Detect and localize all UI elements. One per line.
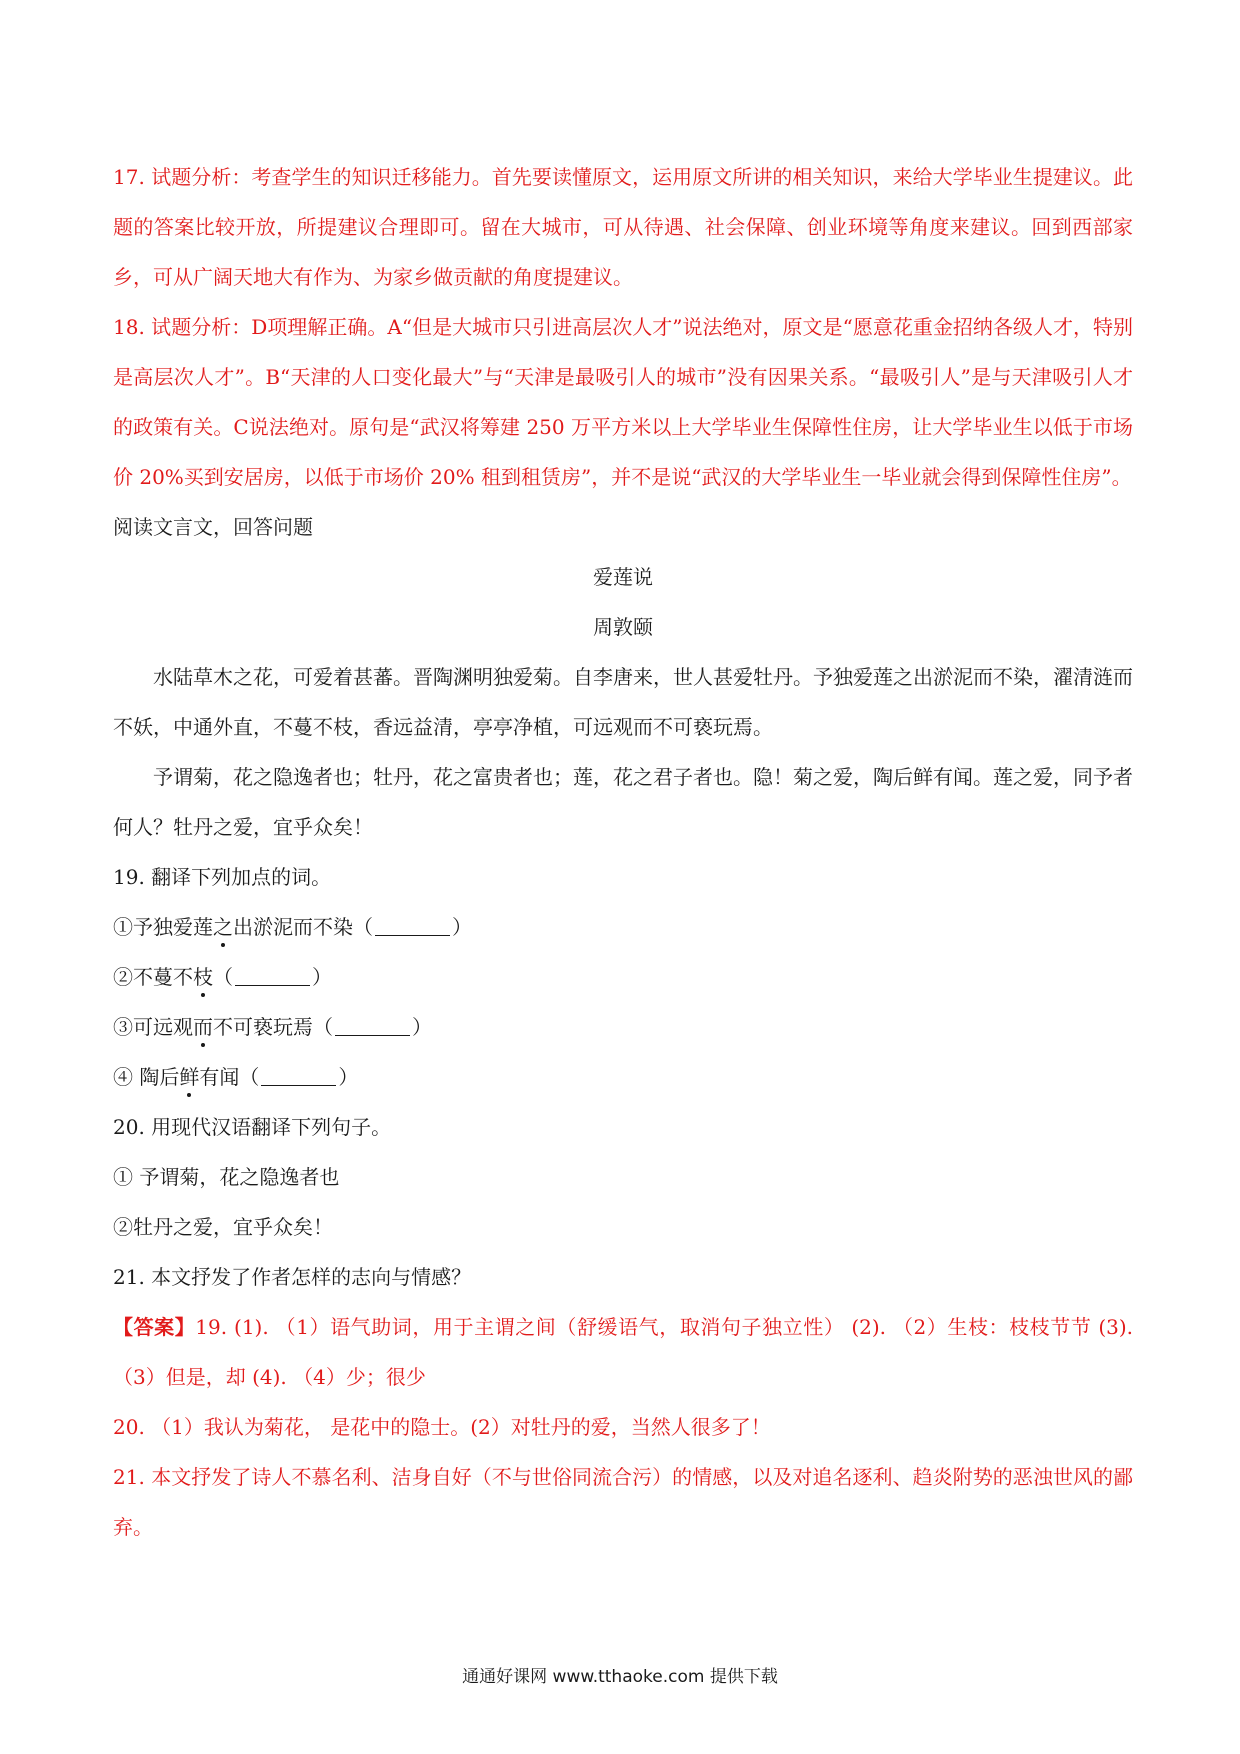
item-text-post: 出淤泥而不染（	[233, 915, 373, 939]
item-text-end: ）	[312, 965, 332, 989]
answer-20: 20. （1）我认为菊花， 是花中的隐士。(2）对牡丹的爱，当然人很多了！	[113, 1415, 771, 1439]
question-21: 21. 本文抒发了作者怎样的志向与情感？	[113, 1265, 472, 1289]
item-text-post: （	[213, 965, 233, 989]
answer-blank[interactable]	[375, 917, 450, 936]
item-text-end: ）	[412, 1015, 432, 1039]
page-content	[113, 152, 1133, 1552]
answer-19	[113, 1302, 1133, 1402]
answer-19-text: 19. (1). （1）语气助词，用于主谓之间（舒缓语气，取消句子独立性） (2). （2）生枝：枝枝节节 (3). （3）但是，却 (4). （4）少；很少	[113, 1315, 1134, 1389]
answer-blank[interactable]	[235, 967, 310, 986]
answer-21: 21. 本文抒发了诗人不慕名利、洁身自好（不与世俗同流合污）的情感，以及对追名逐利、趋炎附势的恶浊世风的鄙弃。	[113, 1465, 1133, 1539]
poem-paragraph-1: 水陆草木之花，可爱着甚蕃。晋陶渊明独爱菊。自李唐来，世人甚爱牡丹。予独爱莲之出淤泥而不染，濯清涟而不妖，中通外直，不蔓不枝，香远益清，亭亭净植，可远观而不可亵玩焉。	[113, 665, 1133, 739]
question-19-item-1	[113, 902, 1133, 952]
question-19-item-4	[113, 1052, 1133, 1102]
analysis-q18: 18. 试题分析：D项理解正确。A“但是大城市只引进高层次人才”说法绝对，原文是“愿意花重金招纳各级人才，特别是高层次人才”。B“天津的人口变化最大”与“天津是最吸引人的城市”没有因果关系。“最吸引人”是与天津吸引人才的政策有关。C说法绝对。原句是“武汉将筹建 250 万平方米以上大学毕业生保障性住房，让大学毕业生以低于市场价 20%买到安居房，以低于市场价 20% 租到租赁房”，并不是说“武汉的大学毕业生一毕业就会得到保障性住房”。	[113, 315, 1133, 489]
reading-intro: 阅读文言文，回答问题	[113, 515, 313, 539]
answer-blank[interactable]	[335, 1017, 410, 1036]
page-footer: 通通好课网 www.tthaoke.com 提供下载	[462, 1667, 778, 1687]
analysis-q17: 17. 试题分析：考查学生的知识迁移能力。首先要读懂原文，运用原文所讲的相关知识，来给大学毕业生提建议。此题的答案比较开放，所提建议合理即可。留在大城市，可从待遇、社会保障、创业环境等角度来建议。回到西部家乡，可从广阔天地大有作为、为家乡做贡献的角度提建议。	[113, 165, 1133, 289]
answer-blank[interactable]	[261, 1067, 336, 1086]
dotted-word: 鲜	[179, 1065, 200, 1089]
question-19-item-3	[113, 1002, 1133, 1052]
item-text-pre: ④ 陶后	[113, 1065, 180, 1089]
item-text-end: ）	[452, 915, 472, 939]
answer-label: 【答案】	[113, 1315, 196, 1339]
item-text-end: ）	[338, 1065, 359, 1089]
question-19: 19. 翻译下列加点的词。	[113, 865, 332, 889]
item-text-pre: ③可远观	[113, 1015, 193, 1039]
poem-paragraph-2: 予谓菊，花之隐逸者也；牡丹，花之富贵者也；莲，花之君子者也。隐！菊之爱，陶后鲜有闻。莲之爱，同予者何人？牡丹之爱，宜乎众矣！	[113, 765, 1133, 839]
question-19-item-2	[113, 952, 1133, 1002]
question-20: 20. 用现代汉语翻译下列句子。	[113, 1115, 392, 1139]
dotted-word: 之	[213, 915, 233, 939]
poem-title: 爱莲说	[593, 565, 653, 589]
item-text-post: 不可亵玩焉（	[213, 1015, 333, 1039]
dotted-word: 而	[193, 1015, 213, 1039]
item-text-pre: ①予独爱莲	[113, 915, 213, 939]
question-20-item-2: ②牡丹之爱，宜乎众矣！	[113, 1215, 333, 1239]
item-text-post: 有闻（	[199, 1065, 260, 1089]
item-text-pre: ②不蔓不	[113, 965, 193, 989]
poem-author: 周敦颐	[593, 615, 653, 639]
question-20-item-1: ① 予谓菊，花之隐逸者也	[113, 1165, 340, 1189]
dotted-word: 枝	[193, 965, 213, 989]
